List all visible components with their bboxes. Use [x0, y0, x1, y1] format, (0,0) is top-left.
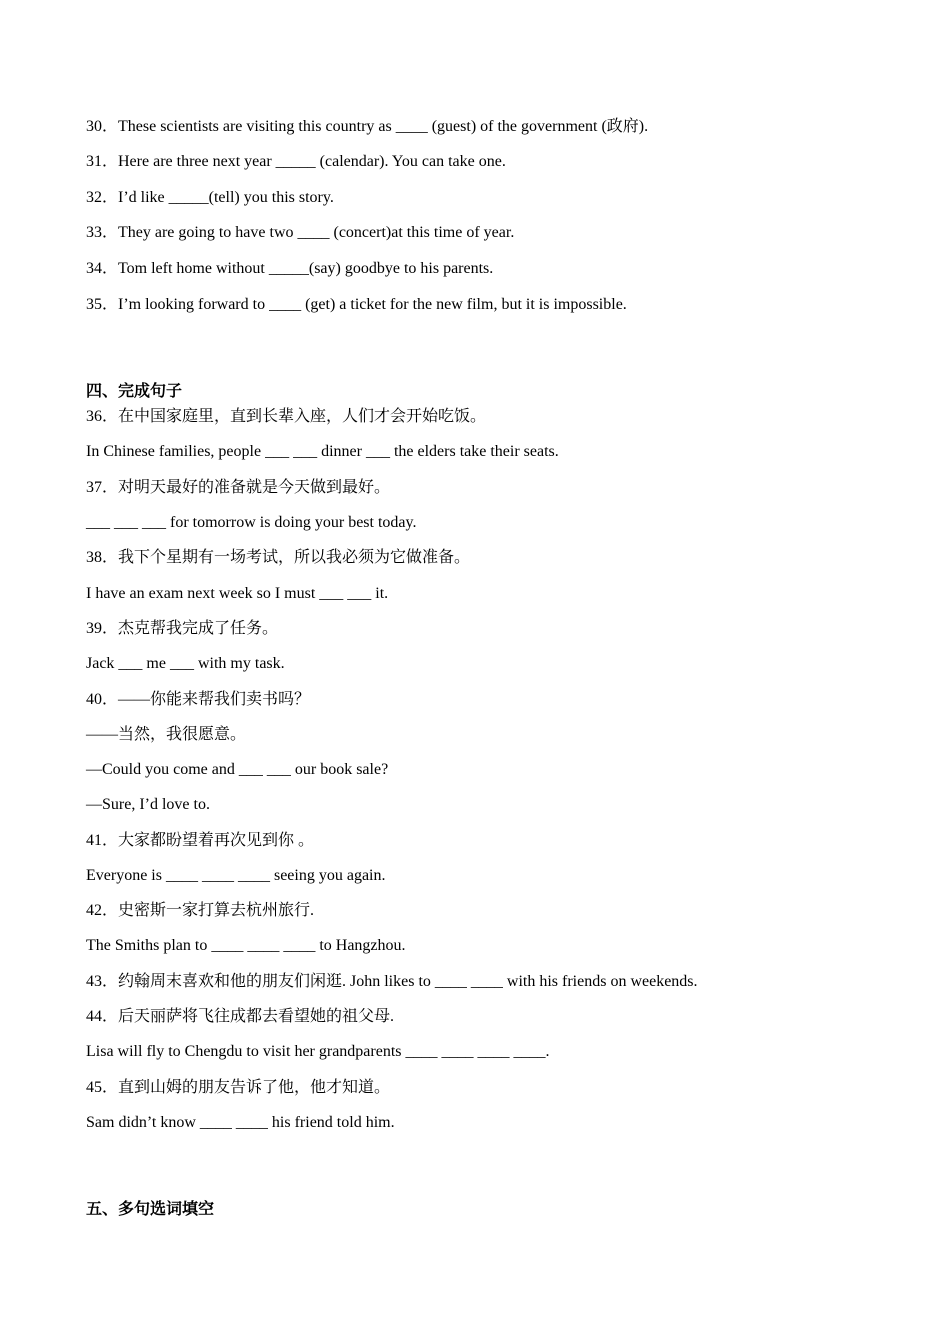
question-38-english: I have an exam next week so I must ___ ___ it.	[86, 585, 389, 602]
question-39-chinese: 39．杰克帮我完成了任务。	[86, 620, 279, 637]
question-40-chinese-q: 40．——你能来帮我们卖书吗？	[86, 691, 311, 708]
question-30: 30．These scientists are visiting this country as ____ (guest) of the government (政府).	[86, 118, 649, 135]
question-40-english-q: —Could you come and ___ ___ our book sale?	[86, 761, 389, 778]
question-45-english: Sam didn’t know ____ ____ his friend told him.	[86, 1114, 395, 1131]
section-5-heading: 五、多句选词填空	[86, 1201, 215, 1218]
question-41-english: Everyone is ____ ____ ____ seeing you again.	[86, 867, 386, 884]
question-43: 43．约翰周末喜欢和他的朋友们闲逛. John likes to ____ ____ with his friends on weekends.	[86, 973, 698, 990]
question-44-english: Lisa will fly to Chengdu to visit her grandparents ____ ____ ____ ____.	[86, 1043, 550, 1060]
question-35: 35．I’m looking forward to ____ (get) a ticket for the new film, but it is impossible.	[86, 296, 627, 313]
question-31: 31．Here are three next year _____ (calendar). You can take one.	[86, 153, 506, 170]
question-40-chinese-a: ——当然，我很愿意。	[86, 726, 247, 743]
question-36-chinese: 36．在中国家庭里，直到长辈入座，人们才会开始吃饭。	[86, 408, 487, 425]
question-41-chinese: 41．大家都盼望着再次见到你 。	[86, 832, 315, 849]
question-45-chinese: 45．直到山姆的朋友告诉了他，他才知道。	[86, 1079, 391, 1096]
question-44-chinese: 44．后天丽萨将飞往成都去看望她的祖父母.	[86, 1008, 395, 1025]
question-37-chinese: 37．对明天最好的准备就是今天做到最好。	[86, 479, 391, 496]
question-39-english: Jack ___ me ___ with my task.	[86, 655, 285, 672]
question-34: 34．Tom left home without _____(say) goodbye to his parents.	[86, 260, 494, 277]
question-36-english: In Chinese families, people ___ ___ dinner ___ the elders take their seats.	[86, 443, 559, 460]
question-42-english: The Smiths plan to ____ ____ ____ to Hangzhou.	[86, 937, 406, 954]
question-33: 33．They are going to have two ____ (concert)at this time of year.	[86, 224, 515, 241]
question-40-english-a: —Sure, I’d love to.	[86, 796, 210, 813]
question-38-chinese: 38．我下个星期有一场考试，所以我必须为它做准备。	[86, 549, 471, 566]
section-4-heading: 四、完成句子	[86, 383, 183, 400]
question-37-english: ___ ___ ___ for tomorrow is doing your best today.	[86, 514, 417, 531]
question-42-chinese: 42．史密斯一家打算去杭州旅行.	[86, 902, 315, 919]
question-32: 32．I’d like _____(tell) you this story.	[86, 189, 334, 206]
